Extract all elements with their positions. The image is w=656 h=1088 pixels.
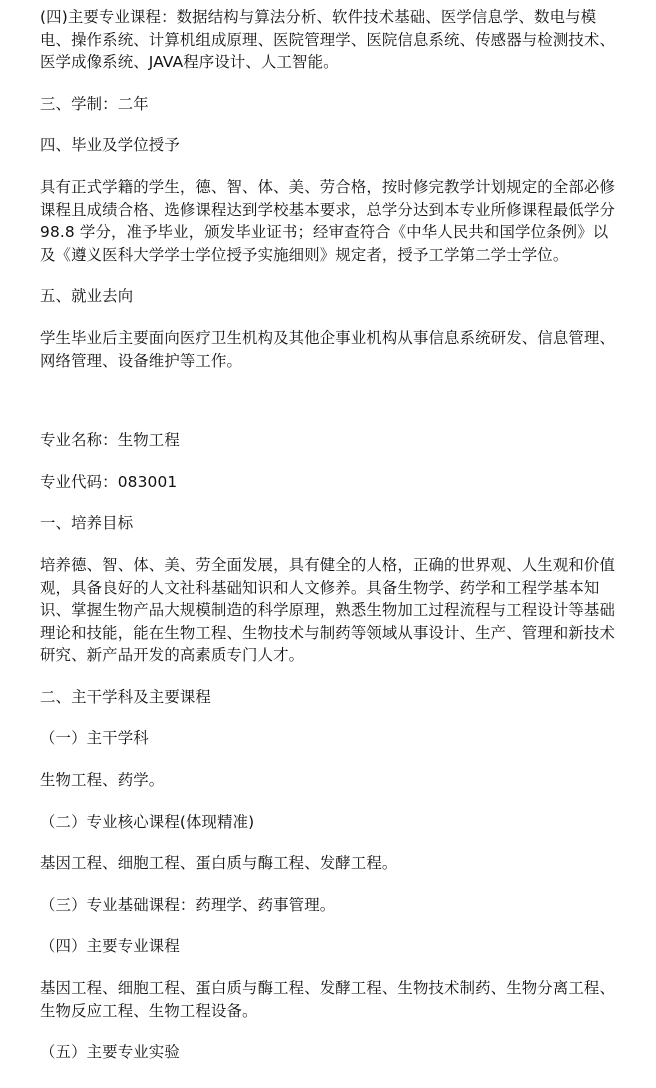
core-courses-paragraph: 基因工程、细胞工程、蛋白质与酶工程、发酵工程。 — [40, 854, 398, 873]
main-courses-paragraph: (四)主要专业课程：数据结构与算法分析、软件技术基础、医学信息学、数电与模电、操作系统、计算机组成原理、医院管理学、医院信息系统、传感器与检测技术、医学成像系统、JAVA程序设计、人工智能。 — [40, 8, 616, 72]
core-courses-heading: （二）专业核心课程(体现精准) — [40, 812, 255, 831]
basic-courses-paragraph: （三）专业基础课程：药理学、药事管理。 — [40, 895, 336, 914]
experiments-heading: （五）主要专业实验 — [40, 1043, 180, 1062]
main-courses-list-paragraph: 基因工程、细胞工程、蛋白质与酶工程、发酵工程、生物技术制药、生物分离工程、生物反应工程、生物工程设备。 — [40, 979, 616, 1020]
major-code: 专业代码：083001 — [40, 472, 178, 491]
duration-heading: 三、学制：二年 — [40, 94, 149, 113]
major-name: 专业名称：生物工程 — [40, 431, 180, 450]
main-subject-heading: （一）主干学科 — [40, 729, 149, 748]
main-subject-paragraph: 生物工程、药学。 — [40, 771, 165, 790]
employment-heading: 五、就业去向 — [40, 287, 134, 306]
goal-paragraph: 培养德、智、体、美、劳全面发展，具有健全的人格，正确的世界观、人生观和价值观，具备良好的人文社科基础知识和人文修养。具备生物学、药学和工程学基本知识、掌握生物产品大规模制造的科学原理，熟悉生物加工过程流程与工程设计等基础理论和技能，能在生物工程、生物技术与制药等领域从事设计、生产、管理和新技术研究、新产品开发的高素质专门人才。 — [40, 555, 616, 665]
degree-paragraph: 具有正式学籍的学生，德、智、体、美、劳合格，按时修完教学计划规定的全部必修课程且成绩合格、选修课程达到学校基本要求，总学分达到本专业所修课程最低学分 98.8 学分，准予毕业，颁发毕业证书；经审查符合《中华人民共和国学位条例》以及《遵义医科大学学士学位授予实施细则》规定者，授予工学第二学士学位。 — [40, 177, 616, 264]
subjects-heading: 二、主干学科及主要课程 — [40, 687, 211, 706]
goal-heading: 一、培养目标 — [40, 514, 134, 533]
degree-heading: 四、毕业及学位授予 — [40, 136, 180, 155]
document-body — [40, 6, 616, 1064]
main-courses-heading: （四）主要专业课程 — [40, 937, 180, 956]
employment-paragraph: 学生毕业后主要面向医疗卫生机构及其他企事业机构从事信息系统研发、信息管理、网络管理、设备维护等工作。 — [40, 328, 616, 370]
